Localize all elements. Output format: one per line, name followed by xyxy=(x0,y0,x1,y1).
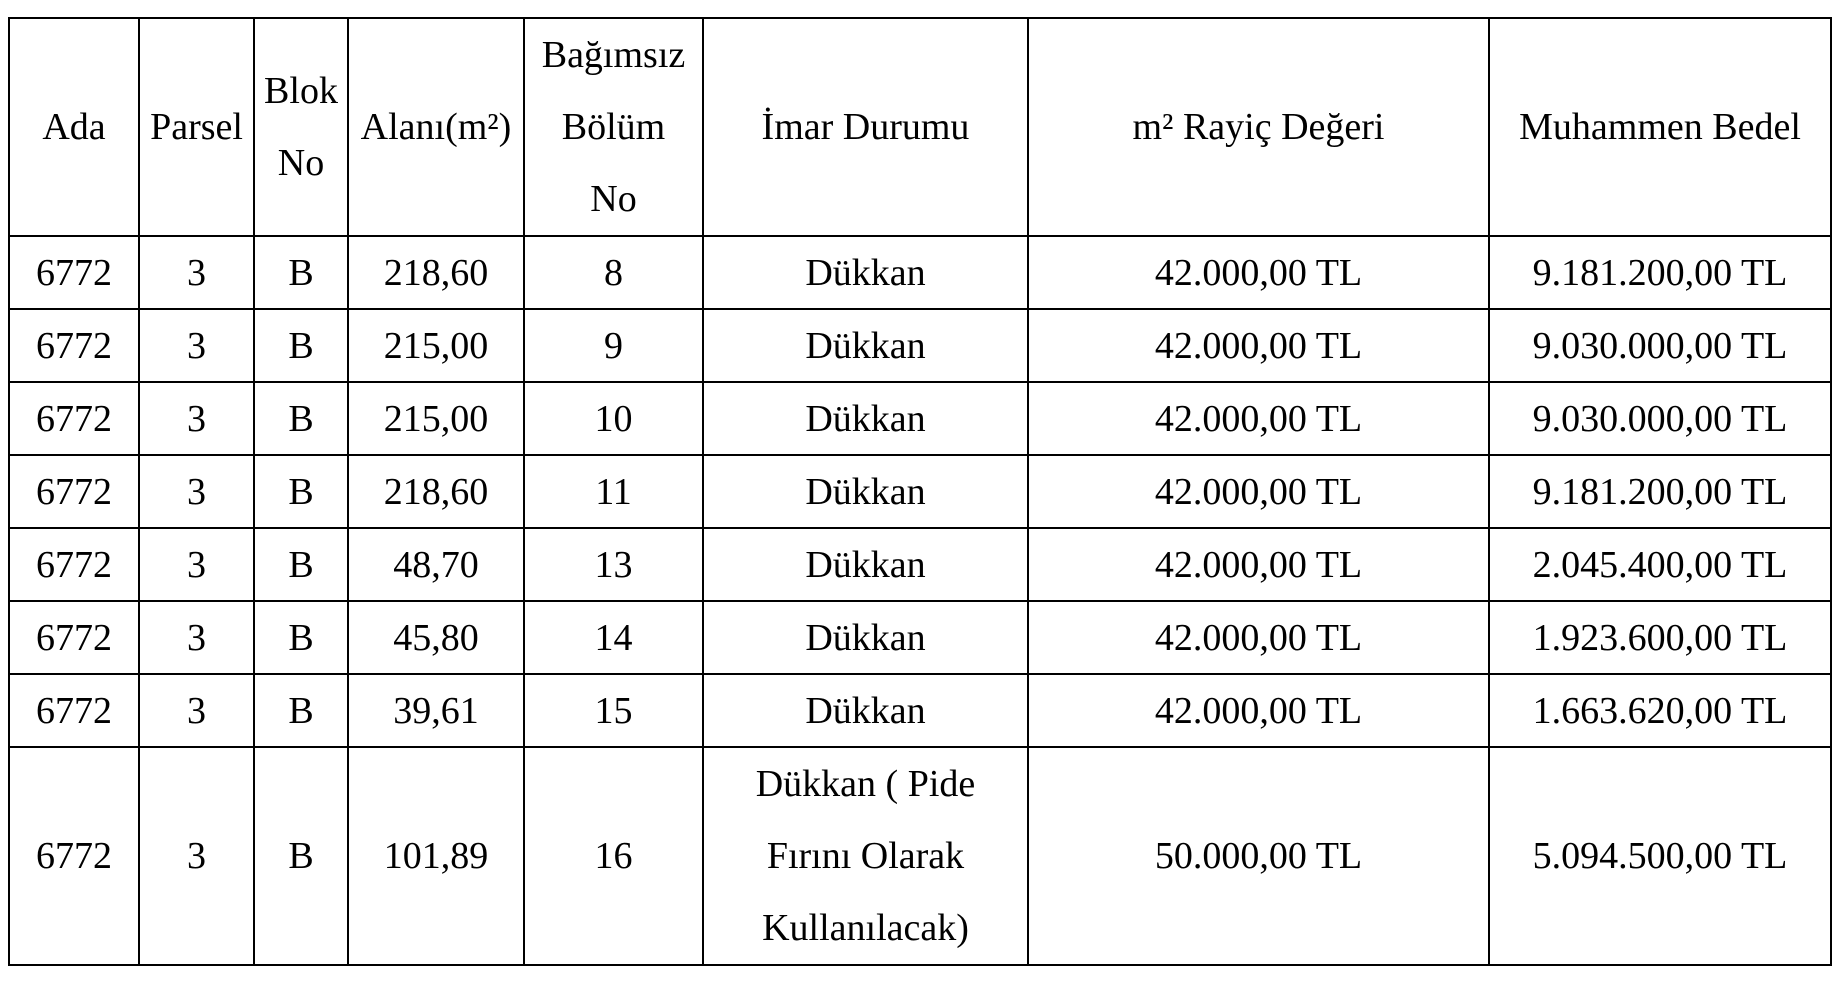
cell-blok-no: B xyxy=(254,455,348,528)
cell-parsel: 3 xyxy=(139,455,254,528)
column-header-ada xyxy=(9,18,139,236)
column-header-line: Bağımsız xyxy=(541,34,686,76)
cell-imar-durumu xyxy=(703,455,1028,528)
cell-parsel: 3 xyxy=(139,382,254,455)
cell-ada: 6772 xyxy=(9,747,139,965)
cell-blok-no: B xyxy=(254,747,348,965)
cell-alani: 39,61 xyxy=(348,674,524,747)
cell-alani: 45,80 xyxy=(348,601,524,674)
column-header-line: Ada xyxy=(42,106,106,148)
cell-parsel: 3 xyxy=(139,309,254,382)
cell-blok-no: B xyxy=(254,309,348,382)
cell-alani: 215,00 xyxy=(348,382,524,455)
cell-ada: 6772 xyxy=(9,236,139,309)
cell-line: Dükkan xyxy=(805,616,926,659)
cell-muhammen-bedel: 9.181.200,00 TL xyxy=(1489,455,1831,528)
cell-line: Dükkan xyxy=(805,324,926,367)
cell-bagimsiz-bolum-no: 9 xyxy=(524,309,703,382)
column-header-bagimsiz-bolum-no xyxy=(524,18,703,236)
cell-bagimsiz-bolum-no: 11 xyxy=(524,455,703,528)
cell-m2-rayic-degeri: 42.000,00 TL xyxy=(1028,601,1489,674)
cell-alani: 215,00 xyxy=(348,309,524,382)
cell-muhammen-bedel: 1.923.600,00 TL xyxy=(1489,601,1831,674)
cell-alani: 218,60 xyxy=(348,236,524,309)
cell-m2-rayic-degeri: 42.000,00 TL xyxy=(1028,236,1489,309)
cell-parsel: 3 xyxy=(139,747,254,965)
cell-ada: 6772 xyxy=(9,455,139,528)
table-row xyxy=(9,382,1831,455)
cell-blok-no: B xyxy=(254,674,348,747)
cell-m2-rayic-degeri: 42.000,00 TL xyxy=(1028,455,1489,528)
cell-line: Dükkan xyxy=(805,397,926,440)
column-header-imar-durumu xyxy=(703,18,1028,236)
cell-imar-durumu xyxy=(703,674,1028,747)
header-row xyxy=(9,18,1831,236)
table-row xyxy=(9,674,1831,747)
cell-ada: 6772 xyxy=(9,382,139,455)
cell-line: Dükkan xyxy=(805,689,926,732)
cell-bagimsiz-bolum-no: 8 xyxy=(524,236,703,309)
cell-line: Kullanılacak) xyxy=(762,907,969,949)
cell-line: Fırını Olarak xyxy=(766,835,965,877)
cell-alani: 218,60 xyxy=(348,455,524,528)
cell-bagimsiz-bolum-no: 13 xyxy=(524,528,703,601)
cell-imar-durumu xyxy=(703,382,1028,455)
column-header-line: m² Rayiç Değeri xyxy=(1132,106,1385,148)
column-header-blok-no xyxy=(254,18,348,236)
cell-line: Dükkan xyxy=(805,543,926,586)
column-header-line: No xyxy=(277,142,325,184)
cell-m2-rayic-degeri: 42.000,00 TL xyxy=(1028,309,1489,382)
cell-imar-durumu xyxy=(703,309,1028,382)
cell-m2-rayic-degeri: 42.000,00 TL xyxy=(1028,528,1489,601)
column-header-m2-rayic-degeri xyxy=(1028,18,1489,236)
cell-bagimsiz-bolum-no: 14 xyxy=(524,601,703,674)
cell-blok-no: B xyxy=(254,528,348,601)
cell-parsel: 3 xyxy=(139,236,254,309)
cell-line: Dükkan ( Pide xyxy=(755,763,976,805)
table-header xyxy=(9,18,1831,236)
cell-blok-no: B xyxy=(254,236,348,309)
cell-alani: 101,89 xyxy=(348,747,524,965)
column-header-line: No xyxy=(590,178,637,220)
table-row xyxy=(9,528,1831,601)
property-table xyxy=(8,17,1832,966)
cell-blok-no: B xyxy=(254,382,348,455)
column-header-alani xyxy=(348,18,524,236)
cell-parsel: 3 xyxy=(139,674,254,747)
cell-muhammen-bedel: 1.663.620,00 TL xyxy=(1489,674,1831,747)
cell-m2-rayic-degeri: 42.000,00 TL xyxy=(1028,382,1489,455)
cell-bagimsiz-bolum-no: 10 xyxy=(524,382,703,455)
column-header-line: Muhammen Bedel xyxy=(1519,106,1801,148)
cell-imar-durumu xyxy=(703,747,1028,965)
cell-imar-durumu xyxy=(703,528,1028,601)
cell-muhammen-bedel: 9.030.000,00 TL xyxy=(1489,309,1831,382)
table-row xyxy=(9,236,1831,309)
cell-ada: 6772 xyxy=(9,309,139,382)
table-row xyxy=(9,747,1831,965)
cell-imar-durumu xyxy=(703,236,1028,309)
cell-blok-no: B xyxy=(254,601,348,674)
cell-m2-rayic-degeri: 42.000,00 TL xyxy=(1028,674,1489,747)
column-header-line: Parsel xyxy=(150,106,243,148)
column-header-line: Blok xyxy=(264,70,338,112)
table-body xyxy=(9,236,1831,965)
cell-parsel: 3 xyxy=(139,601,254,674)
table-row xyxy=(9,309,1831,382)
column-header-line: Alanı(m²) xyxy=(360,106,512,148)
cell-ada: 6772 xyxy=(9,528,139,601)
cell-muhammen-bedel: 2.045.400,00 TL xyxy=(1489,528,1831,601)
cell-m2-rayic-degeri: 50.000,00 TL xyxy=(1028,747,1489,965)
table-row xyxy=(9,455,1831,528)
cell-line: Dükkan xyxy=(805,251,926,294)
cell-imar-durumu xyxy=(703,601,1028,674)
cell-muhammen-bedel: 5.094.500,00 TL xyxy=(1489,747,1831,965)
cell-line: Dükkan xyxy=(805,470,926,513)
column-header-line: İmar Durumu xyxy=(761,106,970,148)
column-header-muhammen-bedel xyxy=(1489,18,1831,236)
table-row xyxy=(9,601,1831,674)
cell-muhammen-bedel: 9.030.000,00 TL xyxy=(1489,382,1831,455)
cell-bagimsiz-bolum-no: 16 xyxy=(524,747,703,965)
column-header-parsel xyxy=(139,18,254,236)
cell-bagimsiz-bolum-no: 15 xyxy=(524,674,703,747)
cell-ada: 6772 xyxy=(9,674,139,747)
column-header-line: Bölüm xyxy=(561,106,666,148)
cell-ada: 6772 xyxy=(9,601,139,674)
cell-muhammen-bedel: 9.181.200,00 TL xyxy=(1489,236,1831,309)
cell-alani: 48,70 xyxy=(348,528,524,601)
cell-parsel: 3 xyxy=(139,528,254,601)
